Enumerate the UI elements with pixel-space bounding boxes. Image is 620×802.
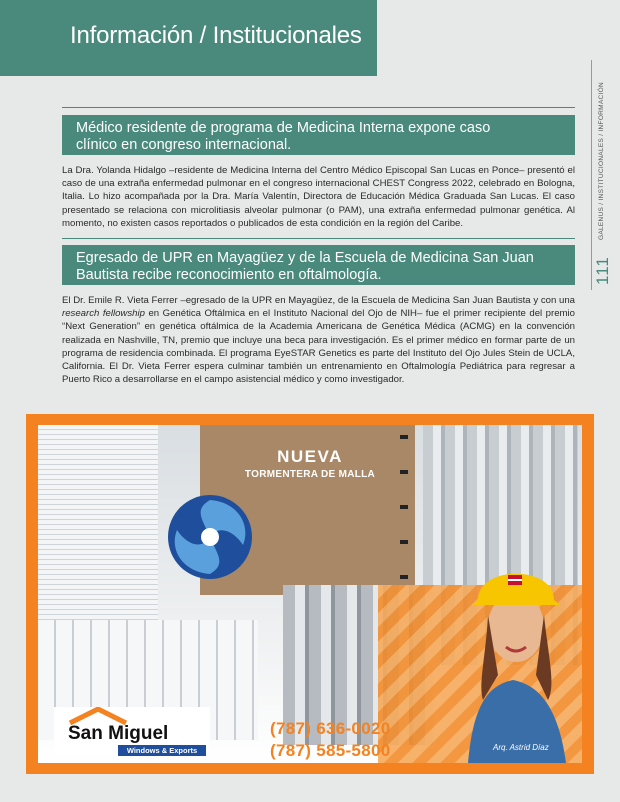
ad-artwork	[38, 425, 582, 763]
section-title: Información / Institucionales	[70, 22, 362, 49]
woman-with-hardhat-image	[448, 535, 578, 763]
article-2-headline-line1: Egresado de UPR en Mayagüez y de la Escuela de Medicina San Juan	[76, 250, 534, 266]
phone-number-2[interactable]: (787) 585-5800	[270, 741, 391, 760]
mesh-bracket	[400, 505, 408, 509]
brand-subtitle: Windows & Exports	[118, 745, 206, 756]
article-divider	[62, 107, 575, 108]
article-1-body: La Dra. Yolanda Hidalgo –residente de Medicina Interna del Centro Médico Episcopal San Lucas en Ponce– presentó el caso de una extraña enfermedad pulmonar en el congreso internacional CHEST Congress 2022, celebrado en Bologna, Italia. Lo hizo acompañada por la Dra. María Valentín, Directora de Educación Médica Graduada San Lucas. El caso presentado se relaciona con microlitiasis alveolar pulmonar (o PAM), una extraña enfermedad pulmonar genética. Al momento, no existen casos reportados o publicados de esta condición en la región del Caribe.	[62, 165, 575, 229]
advertisement[interactable]	[26, 414, 594, 774]
article-1-headline-line2: clínico en congreso internacional.	[76, 137, 292, 153]
article-1-headline	[62, 115, 575, 155]
ad-subtitle: TORMENTERA DE MALLA	[244, 469, 376, 480]
mesh-bracket	[400, 540, 408, 544]
article-2-body-end: en Genética Oftálmica en el Instituto Nacional del Ojo de NIH– fue el primer recipiente del premio “Next Generation” en genética oftálmica de la Academia Americana de Genética Médica (ACMG) en la convención realizada en Nashville, TN, premio que incluye una beca para investigación. Es el primer médico en formar parte de un programa de residencia combinada. El programa EyeSTAR Genetics es parte del Instituto del Ojo Jules Stein de UCLA, California. El Dr. Vieta Ferrer espera culminar también un entrenamiento en Oftalmología Pediátrica para regresar a Puerto Rico a desarrollarse en el campo asistencial médico y como investigador.	[62, 308, 575, 386]
article-divider	[62, 238, 575, 239]
mesh-bracket	[400, 435, 408, 439]
article-2-body-emphasis: research fellowship	[62, 308, 145, 320]
hurricane-icon	[163, 490, 258, 585]
phone-number-1[interactable]: (787) 636-0020	[270, 719, 391, 738]
header-band	[0, 0, 377, 76]
article-2-body-start: El Dr. Emile R. Vieta Ferrer –egresado de la UPR en Mayagüez, de la Escuela de Medicina San Juan Bautista y con una	[62, 295, 575, 306]
article-2-body	[62, 294, 575, 386]
article-2-headline	[62, 245, 575, 285]
photo-credit: Arq. Astrid Díaz	[493, 743, 549, 752]
mesh-bracket	[400, 470, 408, 474]
page-number: 111	[593, 256, 612, 285]
ad-title: NUEVA	[277, 447, 343, 466]
article-2-headline-line2: Bautista recibe reconocimiento en oftalmología.	[76, 267, 382, 283]
sidebar-divider	[591, 60, 592, 290]
brand-name: San Miguel	[68, 723, 169, 744]
mesh-bracket	[400, 575, 408, 579]
running-head: GALENUS / INSTITUCIONALES / INFORMACIÓN	[598, 82, 605, 240]
article-1-headline-line1: Médico residente de programa de Medicina Interna expone caso	[76, 120, 491, 136]
ad-shutter-image	[38, 425, 158, 645]
